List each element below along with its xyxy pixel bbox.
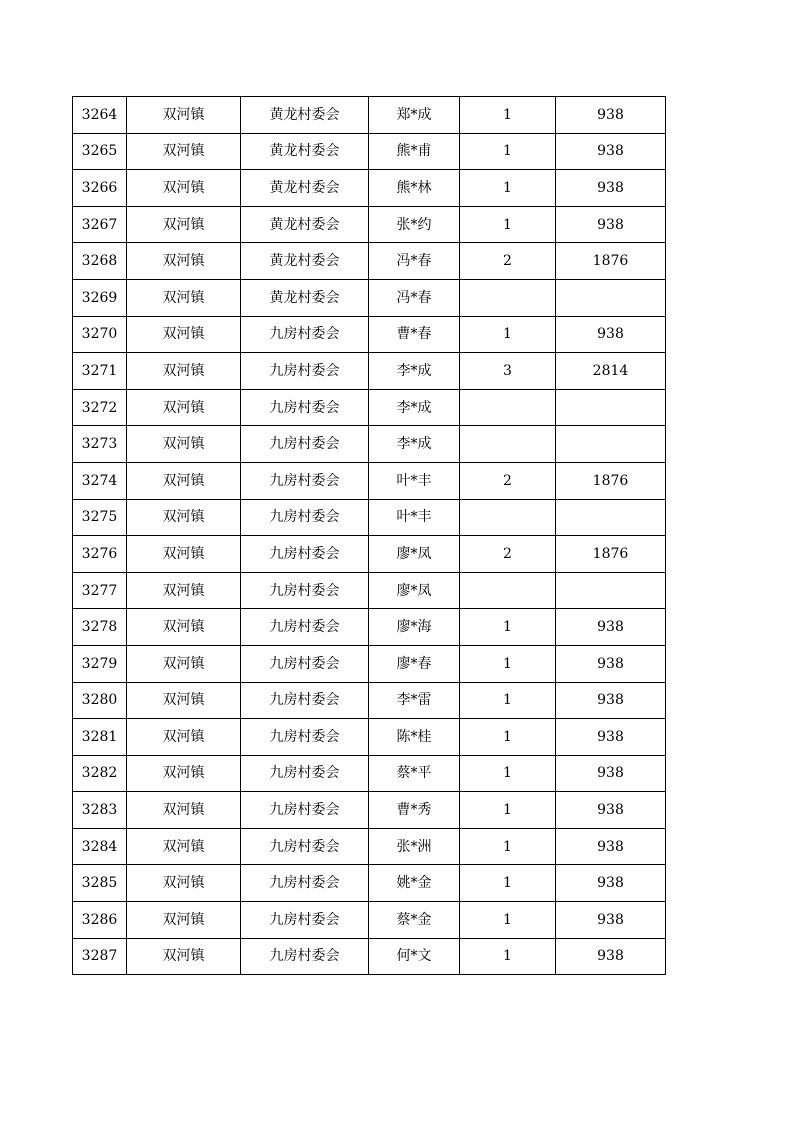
row-number-cell: 3281: [73, 719, 127, 756]
village-committee-cell: 九房村委会: [241, 609, 369, 646]
person-name-cell: 陈*桂: [369, 719, 460, 756]
town-cell: 双河镇: [127, 755, 241, 792]
town-cell: 双河镇: [127, 645, 241, 682]
count-cell: 1: [460, 719, 556, 756]
count-cell: 2: [460, 536, 556, 573]
table-row: [73, 645, 666, 682]
amount-cell: 938: [556, 609, 666, 646]
village-committee-cell: 九房村委会: [241, 682, 369, 719]
person-name-cell: 熊*林: [369, 170, 460, 207]
village-committee-cell: 黄龙村委会: [241, 206, 369, 243]
table-row: [73, 133, 666, 170]
amount-cell: 938: [556, 828, 666, 865]
amount-cell: [556, 389, 666, 426]
town-cell: 双河镇: [127, 133, 241, 170]
person-name-cell: 姚*金: [369, 865, 460, 902]
count-cell: 1: [460, 170, 556, 207]
amount-cell: 938: [556, 755, 666, 792]
row-number-cell: 3286: [73, 902, 127, 939]
town-cell: 双河镇: [127, 206, 241, 243]
count-cell: 1: [460, 609, 556, 646]
table-row: [73, 938, 666, 975]
count-cell: 2: [460, 243, 556, 280]
town-cell: 双河镇: [127, 499, 241, 536]
roster-table-body: [73, 97, 666, 975]
table-row: [73, 755, 666, 792]
amount-cell: 938: [556, 682, 666, 719]
table-row: [73, 536, 666, 573]
row-number-cell: 3277: [73, 572, 127, 609]
town-cell: 双河镇: [127, 462, 241, 499]
amount-cell: [556, 572, 666, 609]
person-name-cell: 张*洲: [369, 828, 460, 865]
count-cell: [460, 389, 556, 426]
table-row: [73, 426, 666, 463]
table-row: [73, 462, 666, 499]
person-name-cell: 廖*凤: [369, 536, 460, 573]
amount-cell: 938: [556, 316, 666, 353]
town-cell: 双河镇: [127, 389, 241, 426]
row-number-cell: 3264: [73, 97, 127, 134]
row-number-cell: 3268: [73, 243, 127, 280]
table-row: [73, 389, 666, 426]
count-cell: [460, 572, 556, 609]
table-row: [73, 206, 666, 243]
count-cell: 1: [460, 206, 556, 243]
row-number-cell: 3275: [73, 499, 127, 536]
town-cell: 双河镇: [127, 316, 241, 353]
count-cell: 1: [460, 902, 556, 939]
count-cell: 1: [460, 97, 556, 134]
table-row: [73, 719, 666, 756]
amount-cell: 938: [556, 206, 666, 243]
amount-cell: [556, 279, 666, 316]
village-committee-cell: 黄龙村委会: [241, 133, 369, 170]
town-cell: 双河镇: [127, 938, 241, 975]
village-committee-cell: 九房村委会: [241, 572, 369, 609]
amount-cell: 1876: [556, 536, 666, 573]
count-cell: 2: [460, 462, 556, 499]
amount-cell: [556, 426, 666, 463]
town-cell: 双河镇: [127, 279, 241, 316]
village-committee-cell: 九房村委会: [241, 316, 369, 353]
roster-table: [72, 96, 666, 975]
table-row: [73, 572, 666, 609]
amount-cell: 2814: [556, 353, 666, 390]
town-cell: 双河镇: [127, 170, 241, 207]
amount-cell: 938: [556, 792, 666, 829]
person-name-cell: 叶*丰: [369, 462, 460, 499]
village-committee-cell: 九房村委会: [241, 499, 369, 536]
amount-cell: 938: [556, 170, 666, 207]
table-row: [73, 902, 666, 939]
row-number-cell: 3269: [73, 279, 127, 316]
person-name-cell: 冯*春: [369, 243, 460, 280]
count-cell: 1: [460, 828, 556, 865]
amount-cell: 938: [556, 133, 666, 170]
person-name-cell: 蔡*平: [369, 755, 460, 792]
person-name-cell: 曹*秀: [369, 792, 460, 829]
table-row: [73, 792, 666, 829]
person-name-cell: 李*成: [369, 389, 460, 426]
town-cell: 双河镇: [127, 682, 241, 719]
amount-cell: 938: [556, 902, 666, 939]
table-row: [73, 316, 666, 353]
row-number-cell: 3287: [73, 938, 127, 975]
row-number-cell: 3280: [73, 682, 127, 719]
count-cell: 1: [460, 938, 556, 975]
town-cell: 双河镇: [127, 609, 241, 646]
count-cell: 1: [460, 682, 556, 719]
town-cell: 双河镇: [127, 828, 241, 865]
village-committee-cell: 九房村委会: [241, 755, 369, 792]
village-committee-cell: 九房村委会: [241, 719, 369, 756]
village-committee-cell: 九房村委会: [241, 865, 369, 902]
person-name-cell: 李*成: [369, 426, 460, 463]
town-cell: 双河镇: [127, 536, 241, 573]
amount-cell: [556, 499, 666, 536]
village-committee-cell: 九房村委会: [241, 426, 369, 463]
count-cell: [460, 279, 556, 316]
person-name-cell: 熊*甫: [369, 133, 460, 170]
count-cell: 1: [460, 755, 556, 792]
town-cell: 双河镇: [127, 243, 241, 280]
row-number-cell: 3278: [73, 609, 127, 646]
village-committee-cell: 九房村委会: [241, 645, 369, 682]
count-cell: 1: [460, 133, 556, 170]
table-row: [73, 828, 666, 865]
village-committee-cell: 九房村委会: [241, 792, 369, 829]
amount-cell: 938: [556, 938, 666, 975]
village-committee-cell: 黄龙村委会: [241, 97, 369, 134]
town-cell: 双河镇: [127, 353, 241, 390]
row-number-cell: 3271: [73, 353, 127, 390]
town-cell: 双河镇: [127, 572, 241, 609]
table-row: [73, 682, 666, 719]
village-committee-cell: 黄龙村委会: [241, 170, 369, 207]
table-row: [73, 170, 666, 207]
village-committee-cell: 九房村委会: [241, 938, 369, 975]
person-name-cell: 郑*成: [369, 97, 460, 134]
count-cell: 1: [460, 316, 556, 353]
town-cell: 双河镇: [127, 426, 241, 463]
table-row: [73, 353, 666, 390]
person-name-cell: 李*成: [369, 353, 460, 390]
row-number-cell: 3272: [73, 389, 127, 426]
row-number-cell: 3270: [73, 316, 127, 353]
town-cell: 双河镇: [127, 719, 241, 756]
amount-cell: 938: [556, 645, 666, 682]
amount-cell: 938: [556, 97, 666, 134]
row-number-cell: 3279: [73, 645, 127, 682]
person-name-cell: 何*文: [369, 938, 460, 975]
village-committee-cell: 九房村委会: [241, 389, 369, 426]
row-number-cell: 3274: [73, 462, 127, 499]
row-number-cell: 3285: [73, 865, 127, 902]
amount-cell: 938: [556, 719, 666, 756]
person-name-cell: 廖*海: [369, 609, 460, 646]
row-number-cell: 3276: [73, 536, 127, 573]
person-name-cell: 叶*丰: [369, 499, 460, 536]
table-row: [73, 499, 666, 536]
count-cell: 1: [460, 792, 556, 829]
village-committee-cell: 黄龙村委会: [241, 279, 369, 316]
row-number-cell: 3266: [73, 170, 127, 207]
town-cell: 双河镇: [127, 792, 241, 829]
amount-cell: 1876: [556, 462, 666, 499]
table-row: [73, 279, 666, 316]
person-name-cell: 张*约: [369, 206, 460, 243]
row-number-cell: 3282: [73, 755, 127, 792]
person-name-cell: 廖*凤: [369, 572, 460, 609]
town-cell: 双河镇: [127, 902, 241, 939]
village-committee-cell: 九房村委会: [241, 353, 369, 390]
village-committee-cell: 九房村委会: [241, 462, 369, 499]
table-row: [73, 243, 666, 280]
count-cell: 3: [460, 353, 556, 390]
table-row: [73, 865, 666, 902]
person-name-cell: 曹*春: [369, 316, 460, 353]
person-name-cell: 冯*春: [369, 279, 460, 316]
person-name-cell: 廖*春: [369, 645, 460, 682]
person-name-cell: 蔡*金: [369, 902, 460, 939]
table-row: [73, 97, 666, 134]
row-number-cell: 3265: [73, 133, 127, 170]
count-cell: [460, 426, 556, 463]
row-number-cell: 3273: [73, 426, 127, 463]
amount-cell: 938: [556, 865, 666, 902]
village-committee-cell: 黄龙村委会: [241, 243, 369, 280]
town-cell: 双河镇: [127, 865, 241, 902]
count-cell: 1: [460, 865, 556, 902]
row-number-cell: 3267: [73, 206, 127, 243]
amount-cell: 1876: [556, 243, 666, 280]
count-cell: [460, 499, 556, 536]
village-committee-cell: 九房村委会: [241, 536, 369, 573]
row-number-cell: 3284: [73, 828, 127, 865]
row-number-cell: 3283: [73, 792, 127, 829]
table-row: [73, 609, 666, 646]
count-cell: 1: [460, 645, 556, 682]
person-name-cell: 李*雷: [369, 682, 460, 719]
village-committee-cell: 九房村委会: [241, 902, 369, 939]
village-committee-cell: 九房村委会: [241, 828, 369, 865]
town-cell: 双河镇: [127, 97, 241, 134]
